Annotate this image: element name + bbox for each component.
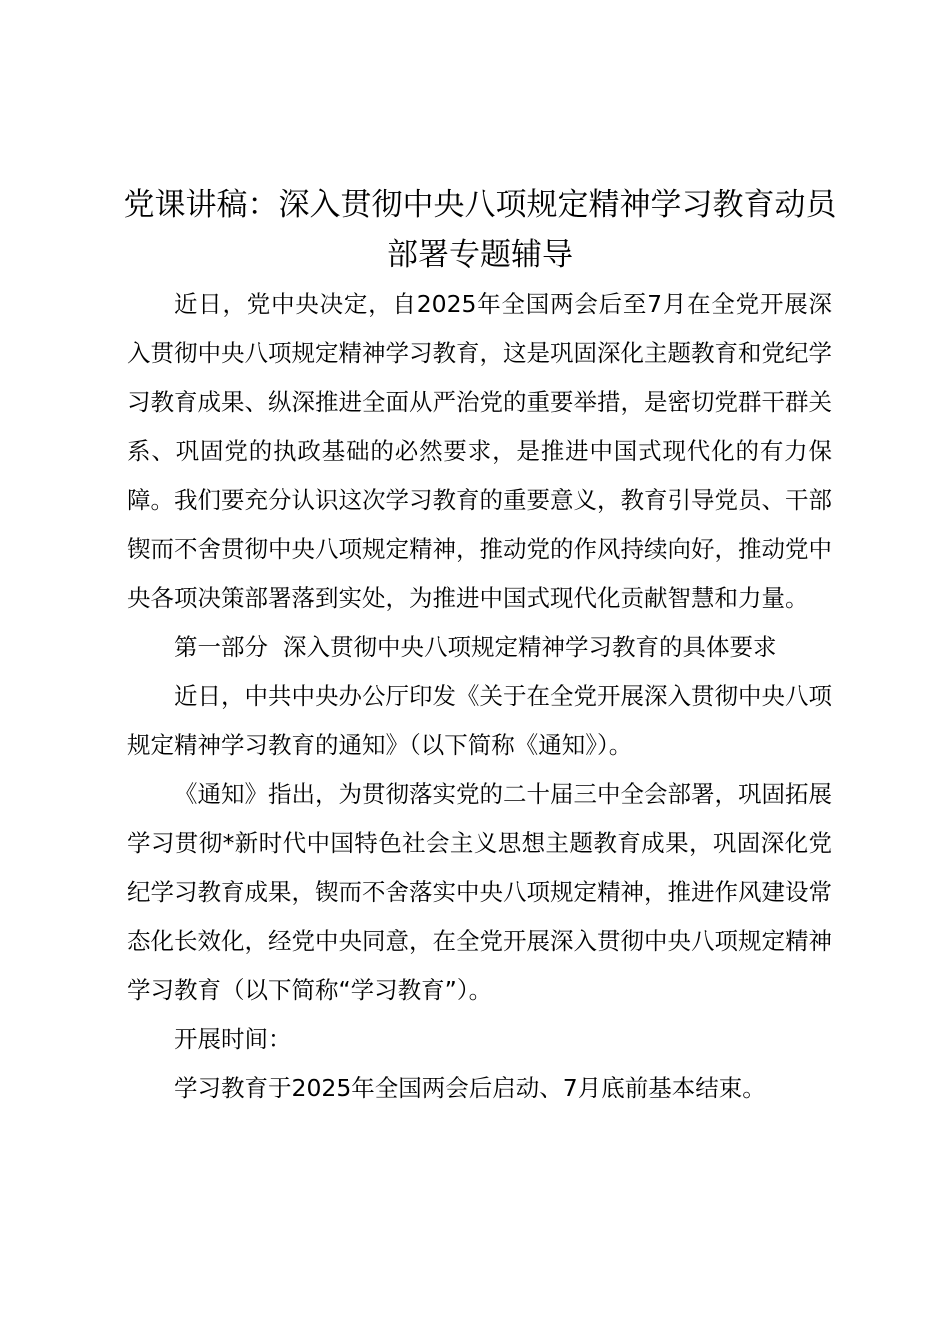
schedule-label: 开展时间： — [174, 1025, 292, 1053]
notice-detail-paragraph: 《通知》指出，为贯彻落实党的二十届三中全会部署，巩固拓展学习贯彻*新时代中国特色社会主义思想主题教育成果，巩固深化党纪学习教育成果，锲而不舍落实中央八项规定精神，推进作风建设常态化长效化，经党中央同意，在全党开展深入贯彻中央八项规定精神学习教育（以下简称“学习教育”）。 — [127, 780, 832, 1004]
intro-paragraph: 近日，党中央决定，自2025年全国两会后至7月在全党开展深入贯彻中央八项规定精神学习教育，这是巩固深化主题教育和党纪学习教育成果、纵深推进全面从严治党的重要举措，是密切党群干群关系、巩固党的执政基础的必然要求，是推进中国式现代化的有力保障。我们要充分认识这次学习教育的重要意义，教育引导党员、干部锲而不舍贯彻中央八项规定精神，推动党的作风持续向好，推动党中央各项决策部署落到实处，为推进中国式现代化贡献智慧和力量。 — [127, 290, 832, 612]
schedule-paragraph: 学习教育于2025年全国两会后启动、7月底前基本结束。 — [174, 1074, 766, 1102]
document-body — [127, 280, 832, 1113]
section-heading: 第一部分 深入贯彻中央八项规定精神学习教育的具体要求 — [174, 633, 777, 661]
notice-paragraph: 近日，中共中央办公厅印发《关于在全党开展深入贯彻中央八项规定精神学习教育的通知》（以下简称《通知》）。 — [127, 682, 832, 759]
document-title: 党课讲稿：深入贯彻中央八项规定精神学习教育动员部署专题辅导 — [123, 187, 837, 273]
